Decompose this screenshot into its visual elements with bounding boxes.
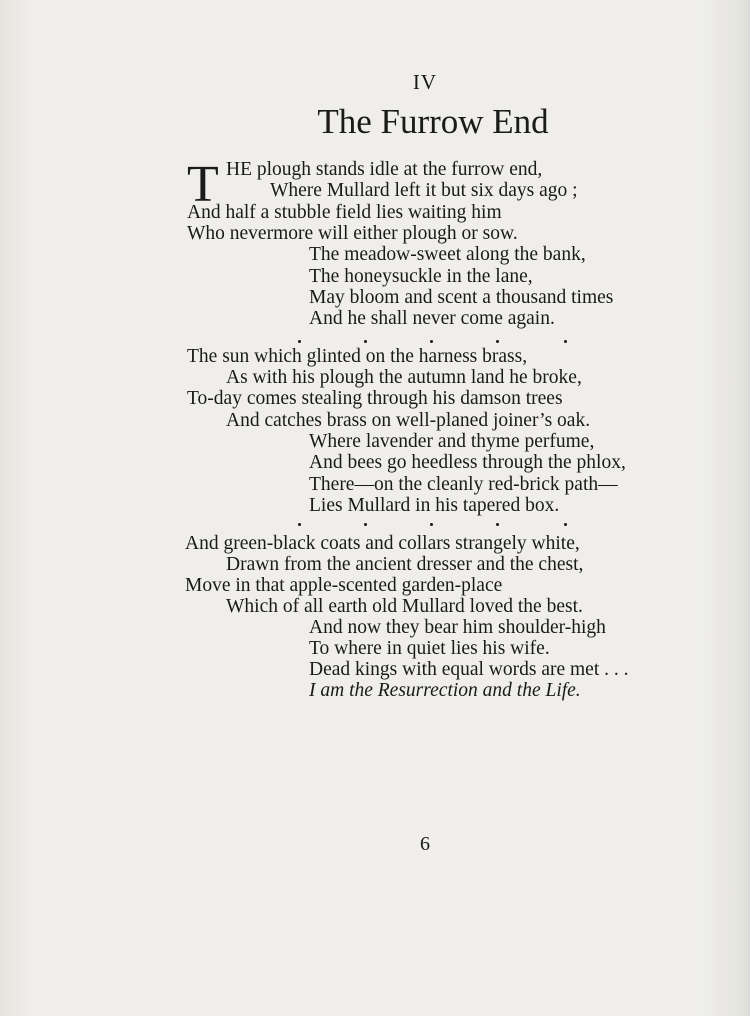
poem-line: The sun which glinted on the harness brass, (187, 346, 528, 367)
poem-line: And he shall never come again. (309, 308, 555, 329)
poem-line: As with his plough the autumn land he broke, (226, 367, 582, 388)
poem-line: Dead kings with equal words are met . . . (309, 659, 629, 680)
section-number: IV (412, 70, 438, 94)
poem-line: And bees go heedless through the phlox, (309, 452, 626, 473)
poem-line: Who nevermore will either plough or sow. (187, 223, 518, 244)
page-number: 6 (420, 833, 430, 855)
poem-line: And half a stubble field lies waiting him (187, 202, 502, 223)
poem-line: To where in quiet lies his wife. (309, 638, 550, 659)
stanza-separator (0, 523, 750, 533)
poem-line: Move in that apple-scented garden-place (185, 575, 503, 596)
poem-line: I am the Resurrection and the Life. (309, 680, 581, 701)
poem-line: And green-black coats and collars strangely white, (185, 533, 580, 554)
poem-line: Where Mullard left it but six days ago ; (270, 180, 578, 201)
poem-line: Lies Mullard in his tapered box. (309, 495, 560, 516)
poem-line: And now they bear him shoulder-high (309, 617, 606, 638)
poem-line: The honeysuckle in the lane, (309, 266, 533, 287)
poem-line: And catches brass on well-planed joiner’s oak. (226, 410, 591, 431)
drop-cap: T (187, 156, 219, 213)
poem-line: May bloom and scent a thousand times (309, 287, 614, 308)
poem-line: The meadow-sweet along the bank, (309, 244, 586, 265)
poem-line: Where lavender and thyme perfume, (309, 431, 595, 452)
poem-line: There—on the cleanly red-brick path— (309, 474, 618, 495)
poem-line: To-day comes stealing through his damson trees (187, 388, 563, 409)
poem-title: The Furrow End (317, 102, 549, 141)
poem-line: Which of all earth old Mullard loved the best. (226, 596, 583, 617)
poem-line: Drawn from the ancient dresser and the chest, (226, 554, 584, 575)
poem-line: HE plough stands idle at the furrow end, (226, 159, 543, 180)
